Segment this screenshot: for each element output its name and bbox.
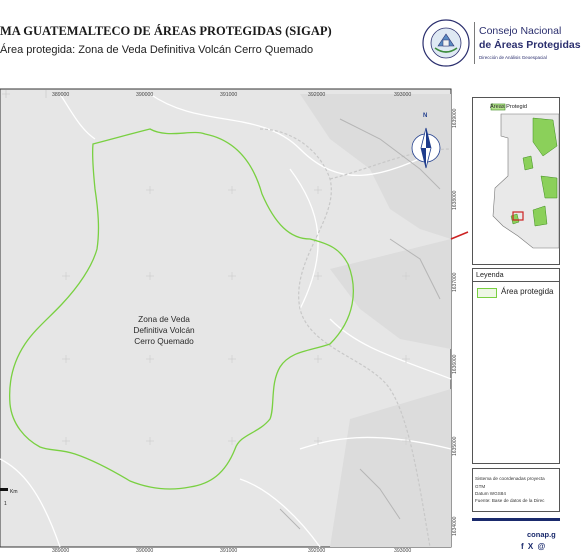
locator-legend-label: Áreas Protegid	[490, 104, 528, 110]
x-tick-top: 389000	[52, 92, 70, 98]
y-tick-right: 1634000	[452, 516, 458, 536]
main-map[interactable]	[0, 89, 451, 547]
protected-area-label-line2: Definitiva Volcán	[133, 325, 195, 335]
social-icons[interactable]: f X @	[521, 542, 547, 551]
x-tick-top: 392000	[308, 92, 326, 98]
locator-map-graphic	[473, 98, 559, 264]
conap-name-line1: Consejo Nacional	[479, 25, 562, 37]
scale-unit: Km	[10, 489, 18, 495]
footer-url-link[interactable]: conap.g	[527, 530, 556, 539]
x-tick-top: 390000	[136, 92, 154, 98]
scale-value: 1	[4, 501, 7, 507]
x-tick-top: 393000	[394, 92, 412, 98]
x-tick-bottom: 393000	[394, 548, 412, 554]
x-tick-bottom: 389000	[52, 548, 70, 554]
legend-item-label: Área protegida	[501, 287, 554, 296]
map-title: MA GUATEMALTECO DE ÁREAS PROTEGIDAS (SIGAP)	[0, 24, 332, 38]
legend-swatch-protected-area	[477, 288, 497, 298]
x-tick-top: 391000	[220, 92, 238, 98]
x-tick-bottom: 390000	[136, 548, 154, 554]
y-tick-right: 1635000	[452, 436, 458, 456]
y-tick-right: 1639000	[452, 108, 458, 128]
y-tick-right: 1638000	[452, 190, 458, 210]
guatemala-seal-icon	[421, 18, 471, 68]
info-line2: GTM	[475, 484, 486, 489]
y-tick-right: 1637000	[452, 272, 458, 292]
x-tick-bottom: 392000	[308, 548, 326, 554]
conap-name-line2: de Áreas Protegidas	[479, 39, 581, 51]
y-tick-right: 1636000	[452, 354, 458, 374]
legend-title: Leyenda	[476, 270, 504, 279]
north-label: N	[423, 113, 428, 119]
map-subtitle: Área protegida: Zona de Veda Definitiva Volcán Cerro Quemado	[0, 44, 314, 56]
info-line4: Fuente: Base de datos de la Direc	[475, 498, 545, 503]
conap-department: Dirección de Análisis Geoespacial	[479, 55, 547, 60]
locator-map[interactable]	[472, 97, 560, 265]
info-line1: Sistema de coordenadas proyecta	[475, 476, 545, 481]
info-line3: Datum WGS84	[475, 491, 506, 496]
protected-area-label-line1: Zona de Veda	[138, 314, 190, 324]
x-tick-bottom: 391000	[220, 548, 238, 554]
protected-area-label-line3: Cerro Quemado	[134, 336, 194, 346]
header-divider	[474, 22, 475, 64]
footer-bar	[472, 518, 560, 521]
coordinate-info-panel	[472, 468, 560, 512]
protected-area-label	[118, 314, 210, 347]
legend-divider	[472, 281, 560, 282]
